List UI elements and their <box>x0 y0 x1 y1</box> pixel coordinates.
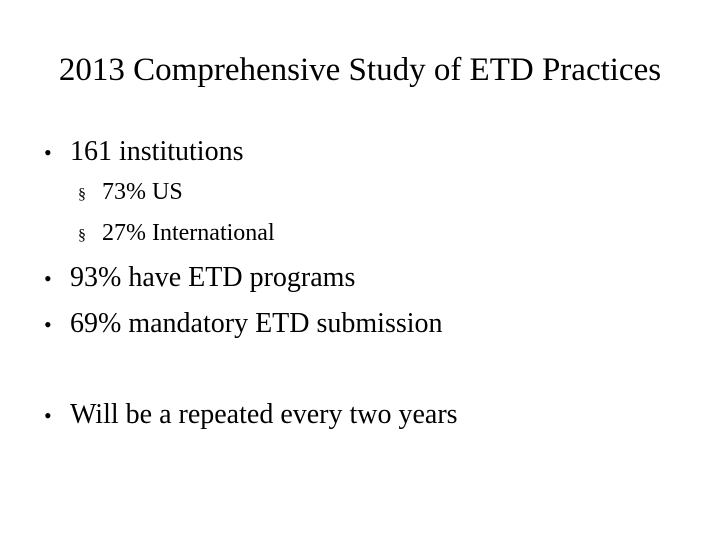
bullet-programs <box>44 261 355 296</box>
sub-bullet-text: 73% US <box>102 179 183 205</box>
bullet-text: 93% have ETD programs <box>70 262 356 293</box>
bullet-marker: • <box>44 403 52 428</box>
bullet-marker: • <box>44 312 52 337</box>
slide-title: 2013 Comprehensive Study of ETD Practices <box>58 52 662 88</box>
bullet-text: Will be a repeated every two years <box>70 399 458 430</box>
sub-bullet-text: 27% International <box>102 220 275 246</box>
bullet-mandatory <box>44 307 443 342</box>
bullet-marker: • <box>44 266 52 291</box>
bullet-marker: • <box>44 140 52 165</box>
sub-bullet-marker: § <box>78 186 86 203</box>
bullet-text: 161 institutions <box>70 136 244 167</box>
sub-bullet-marker: § <box>78 227 86 244</box>
sub-bullet-us <box>78 177 183 210</box>
bullet-text: 69% mandatory ETD submission <box>70 308 443 339</box>
bullet-repeated <box>44 398 458 433</box>
sub-bullet-international <box>78 218 275 251</box>
bullet-institutions <box>44 135 243 170</box>
